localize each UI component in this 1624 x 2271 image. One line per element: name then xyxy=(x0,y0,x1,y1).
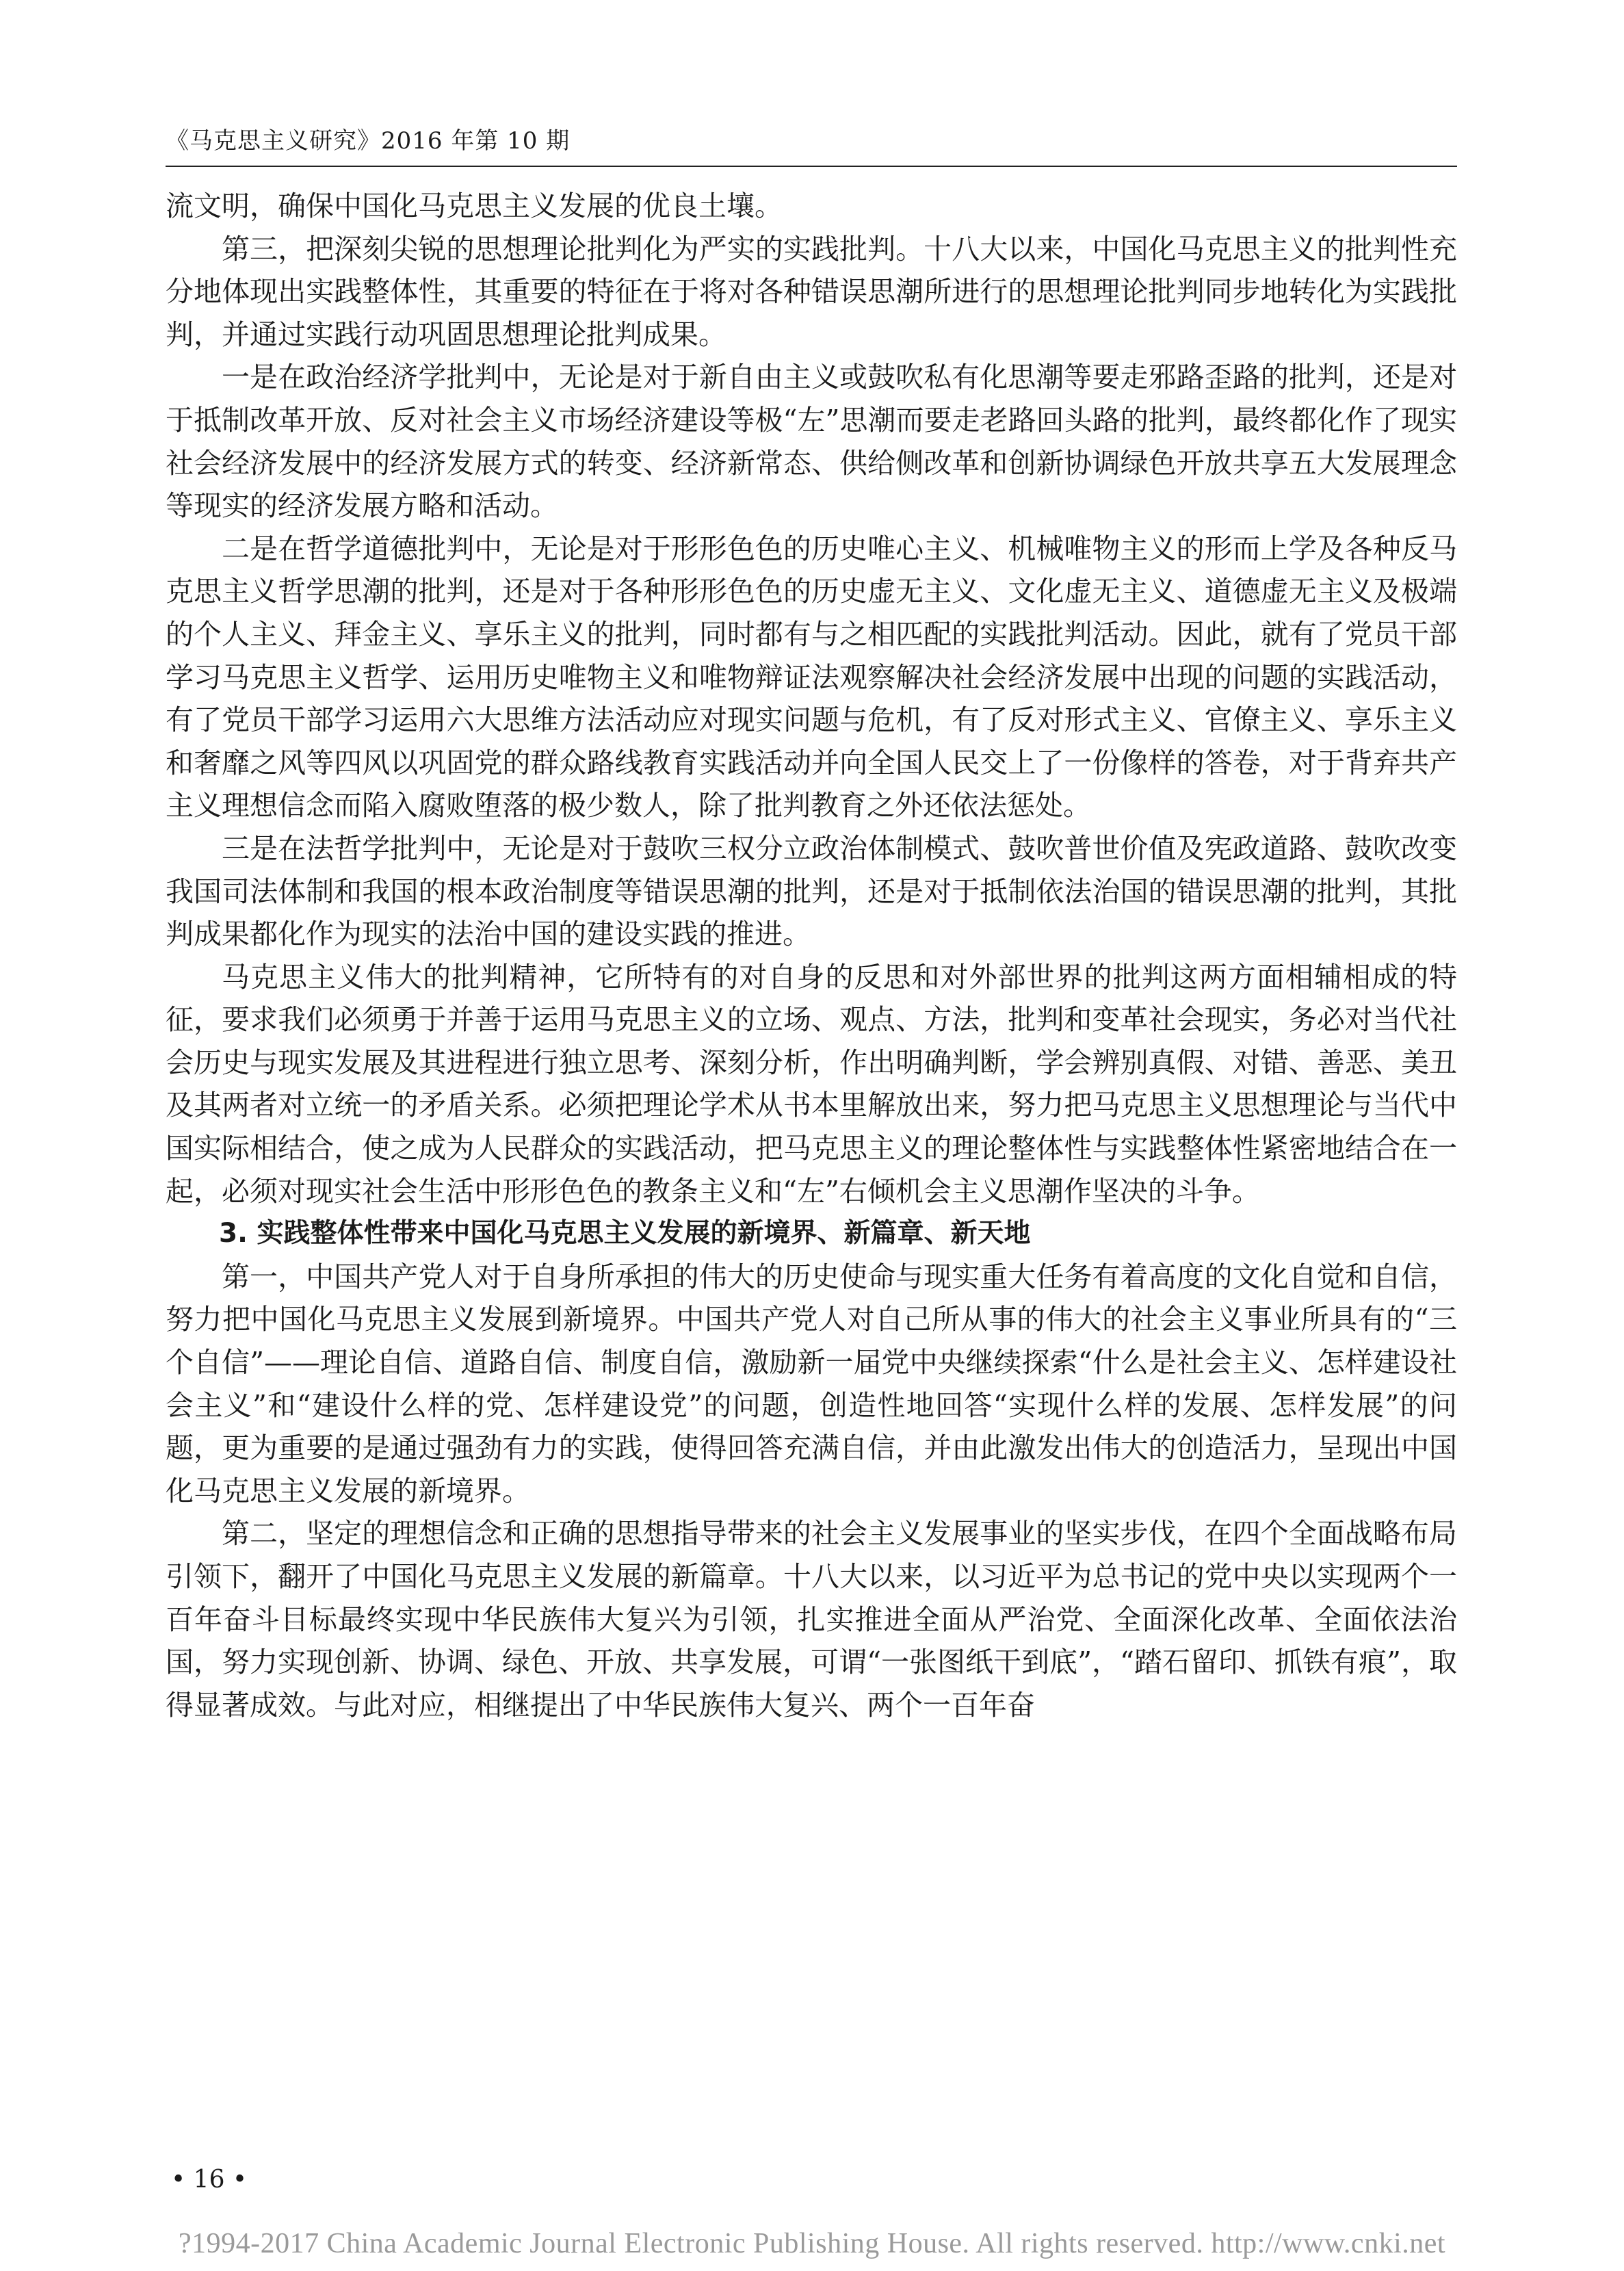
paragraph: 三是在法哲学批判中，无论是对于鼓吹三权分立政治体制模式、鼓吹普世价值及宪政道路、鼓吹改变我国司法体制和我国的根本政治制度等错误思潮的批判，还是对于抵制依法治国的错误思潮的批判，其批判成果都化作为现实的法治中国的建设实践的推进。 xyxy=(166,831,1457,951)
header-divider xyxy=(166,166,1457,167)
paragraph: 一是在政治经济学批判中，无论是对于新自由主义或鼓吹私有化思潮等要走邪路歪路的批判，还是对于抵制改革开放、反对社会主义市场经济建设等极“左”思潮而要走老路回头路的批判，最终都化作了现实社会经济发展中的经济发展方式的转变、经济新常态、供给侧改革和创新协调绿色开放共享五大发展理念等现实的经济发展方略和活动。 xyxy=(166,361,1457,523)
journal-header: 《马克思主义研究》2016 年第 10 期 xyxy=(166,127,571,155)
paragraph: 第一，中国共产党人对于自身所承担的伟大的历史使命与现实重大任务有着高度的文化自觉和自信，努力把中国化马克思主义发展到新境界。中国共产党人对自己所从事的伟大的社会主义事业所具有的“三个自信”——理论自信、道路自信、制度自信，激励新一届党中央继续探索“什么是社会主义、怎样建设社会主义”和“建设什么样的党、怎样建设党”的问题，创造性地回答“实现什么样的发展、怎样发展”的问题，更为重要的是通过强劲有力的实践，使得回答充满自信，并由此激发出伟大的创造活力，呈现出中国化马克思主义发展的新境界。 xyxy=(166,1260,1457,1507)
copyright-watermark: ?1994-2017 China Academic Journal Electronic Publishing House. All rights reserved. http://www.cnki.net xyxy=(178,2228,1446,2259)
paragraph: 马克思主义伟大的批判精神，它所特有的对自身的反思和对外部世界的批判这两方面相辅相成的特征，要求我们必须勇于并善于运用马克思主义的立场、观点、方法，批判和变革社会现实，务必对当代社会历史与现实发展及其进程进行独立思考、深刻分析，作出明确判断，学会辨别真假、对错、善恶、美丑及其两者对立统一的矛盾关系。必须把理论学术从书本里解放出来，努力把马克思主义思想理论与当代中国实际相结合，使之成为人民群众的实践活动，把马克思主义的理论整体性与实践整体性紧密地结合在一起，必须对现实社会生活中形形色色的教条主义和“左”右倾机会主义思潮作坚决的斗争。 xyxy=(166,960,1457,1208)
section-heading: 3. 实践整体性带来中国化马克思主义发展的新境界、新篇章、新天地 xyxy=(219,1218,1031,1249)
page-number: • 16 • xyxy=(171,2166,248,2194)
article-body xyxy=(166,185,1457,1726)
paragraph: 二是在哲学道德批判中，无论是对于形形色色的历史唯心主义、机械唯物主义的形而上学及各种反马克思主义哲学思潮的批判，还是对于各种形形色色的历史虚无主义、文化虚无主义、道德虚无主义及极端的个人主义、拜金主义、享乐主义的批判，同时都有与之相匹配的实践批判活动。因此，就有了党员干部学习马克思主义哲学、运用历史唯物主义和唯物辩证法观察解决社会经济发展中出现的问题的实践活动，有了党员干部学习运用六大思维方法活动应对现实问题与危机，有了反对形式主义、官僚主义、享乐主义和奢靡之风等四风以巩固党的群众路线教育实践活动并向全国人民交上了一份像样的答卷，对于背弃共产主义理想信念而陷入腐败堕落的极少数人，除了批判教育之外还依法惩处。 xyxy=(166,532,1457,822)
paragraph-continuation: 流文明，确保中国化马克思主义发展的优良土壤。 xyxy=(166,190,783,222)
paragraph: 第三，把深刻尖锐的思想理论批判化为严实的实践批判。十八大以来，中国化马克思主义的批判性充分地体现出实践整体性，其重要的特征在于将对各种错误思潮所进行的思想理论批判同步地转化为实践批判，并通过实践行动巩固思想理论批判成果。 xyxy=(166,232,1457,351)
paragraph: 第二，坚定的理想信念和正确的思想指导带来的社会主义发展事业的坚实步伐，在四个全面战略布局引领下，翻开了中国化马克思主义发展的新篇章。十八大以来，以习近平为总书记的党中央以实现两个一百年奋斗目标最终实现中华民族伟大复兴为引领，扎实推进全面从严治党、全面深化改革、全面依法治国，努力实现创新、协调、绿色、开放、共享发展，可谓“一张图纸干到底”，“踏石留印、抓铁有痕”，取得显著成效。与此对应，相继提出了中华民族伟大复兴、两个一百年奋 xyxy=(166,1517,1457,1722)
